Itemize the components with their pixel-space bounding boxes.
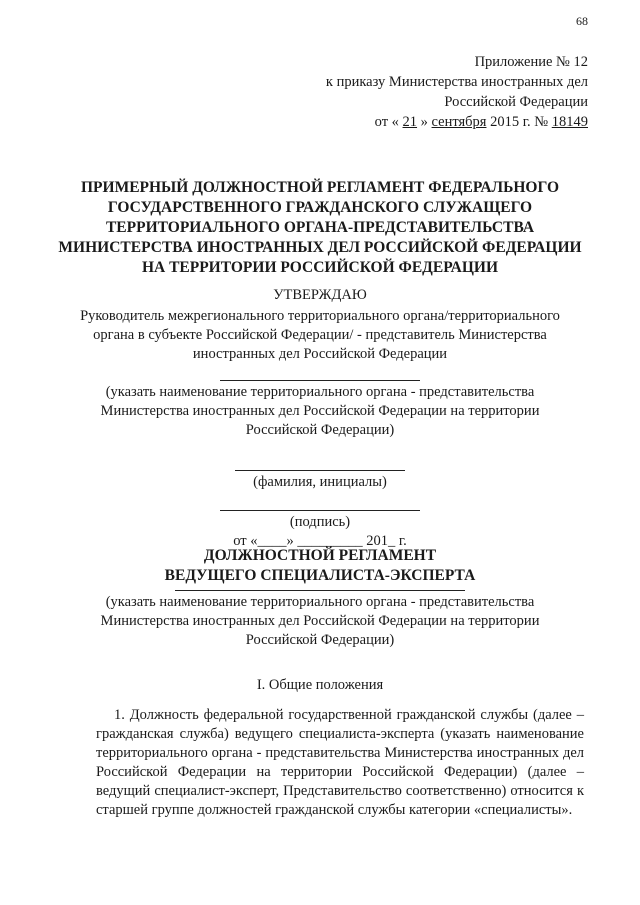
appendix-date-line xyxy=(258,112,588,132)
document-title xyxy=(40,178,600,278)
fill-in-line xyxy=(235,470,405,471)
title-line: НА ТЕРРИТОРИИ РОССИЙСКОЙ ФЕДЕРАЦИИ xyxy=(141,259,499,276)
date-year: 2015 г. № xyxy=(486,114,552,130)
fill-in-line xyxy=(220,380,420,381)
fill-in-line xyxy=(220,510,420,511)
title-line: ГОСУДАРСТВЕННОГО ГРАЖДАНСКОГО СЛУЖАЩЕГО xyxy=(107,199,533,216)
fill-in-line xyxy=(175,590,465,591)
regulation-hint-block xyxy=(40,590,600,650)
regulation-title-line: ВЕДУЩЕГО СПЕЦИАЛИСТА-ЭКСПЕРТА xyxy=(164,567,476,584)
date-prefix: от « xyxy=(374,114,403,130)
appendix-title: Приложение № 12 xyxy=(474,54,588,70)
approver-role-line: органа в субъекте Российской Федерации/ - представитель Министерства xyxy=(93,327,547,343)
fill-hint: Министерства иностранных дел Российской Федерации на территории xyxy=(100,403,540,419)
title-line: ТЕРРИТОРИАЛЬНОГО ОРГАНА-ПРЕДСТАВИТЕЛЬСТВА xyxy=(105,219,535,236)
order-month: сентября xyxy=(431,114,487,130)
body-paragraph: 1. Должность федеральной государственной гражданской службы (далее – гражданская служба) ведущего специалиста-эксперта (указать наименование территориального органа - представительства Министерства иностранных дел Российской Федерации на территории Российской Федерации) (далее – ведущий специалист-эксперт, Представительство соответственно) относится к старшей группе должностей гражданской службы категории «специалисты». xyxy=(96,707,584,818)
section-heading: I. Общие положения xyxy=(256,677,384,693)
approval-block xyxy=(40,286,600,551)
fill-hint: Российской Федерации) xyxy=(245,422,395,438)
appendix-ministry: Российской Федерации xyxy=(444,94,588,110)
fill-hint: Министерства иностранных дел Российской Федерации на территории xyxy=(100,613,540,629)
title-line: ПРИМЕРНЫЙ ДОЛЖНОСТНОЙ РЕГЛАМЕНТ ФЕДЕРАЛЬНОГО xyxy=(80,179,559,196)
order-day: 21 xyxy=(402,114,418,130)
approval-date-line: от «____» _________ 201_ г. xyxy=(233,533,407,549)
signature-hint: (подпись) xyxy=(289,514,351,530)
approver-role-line: иностранных дел Российской Федерации xyxy=(192,346,448,362)
order-number: 18149 xyxy=(551,114,588,130)
approve-heading: УТВЕРЖДАЮ xyxy=(273,287,367,303)
fill-hint: Российской Федерации) xyxy=(245,632,395,648)
approver-role-line: Руководитель межрегионального территориального органа/территориального xyxy=(80,308,560,324)
fill-hint: (указать наименование территориального органа - представительства xyxy=(105,384,535,400)
appendix-order-ref: к приказу Министерства иностранных дел xyxy=(325,74,588,90)
date-mid: » xyxy=(417,114,432,130)
regulation-title xyxy=(40,546,600,586)
fill-hint: (указать наименование территориального органа - представительства xyxy=(105,594,535,610)
name-hint: (фамилия, инициалы) xyxy=(253,474,387,490)
regulation-title-line: ДОЛЖНОСТНОЙ РЕГЛАМЕНТ xyxy=(203,547,437,564)
appendix-header xyxy=(258,52,588,132)
title-line: МИНИСТЕРСТВА ИНОСТРАННЫХ ДЕЛ РОССИЙСКОЙ ФЕДЕРАЦИИ xyxy=(58,239,582,256)
page-number: 68 xyxy=(576,14,588,28)
